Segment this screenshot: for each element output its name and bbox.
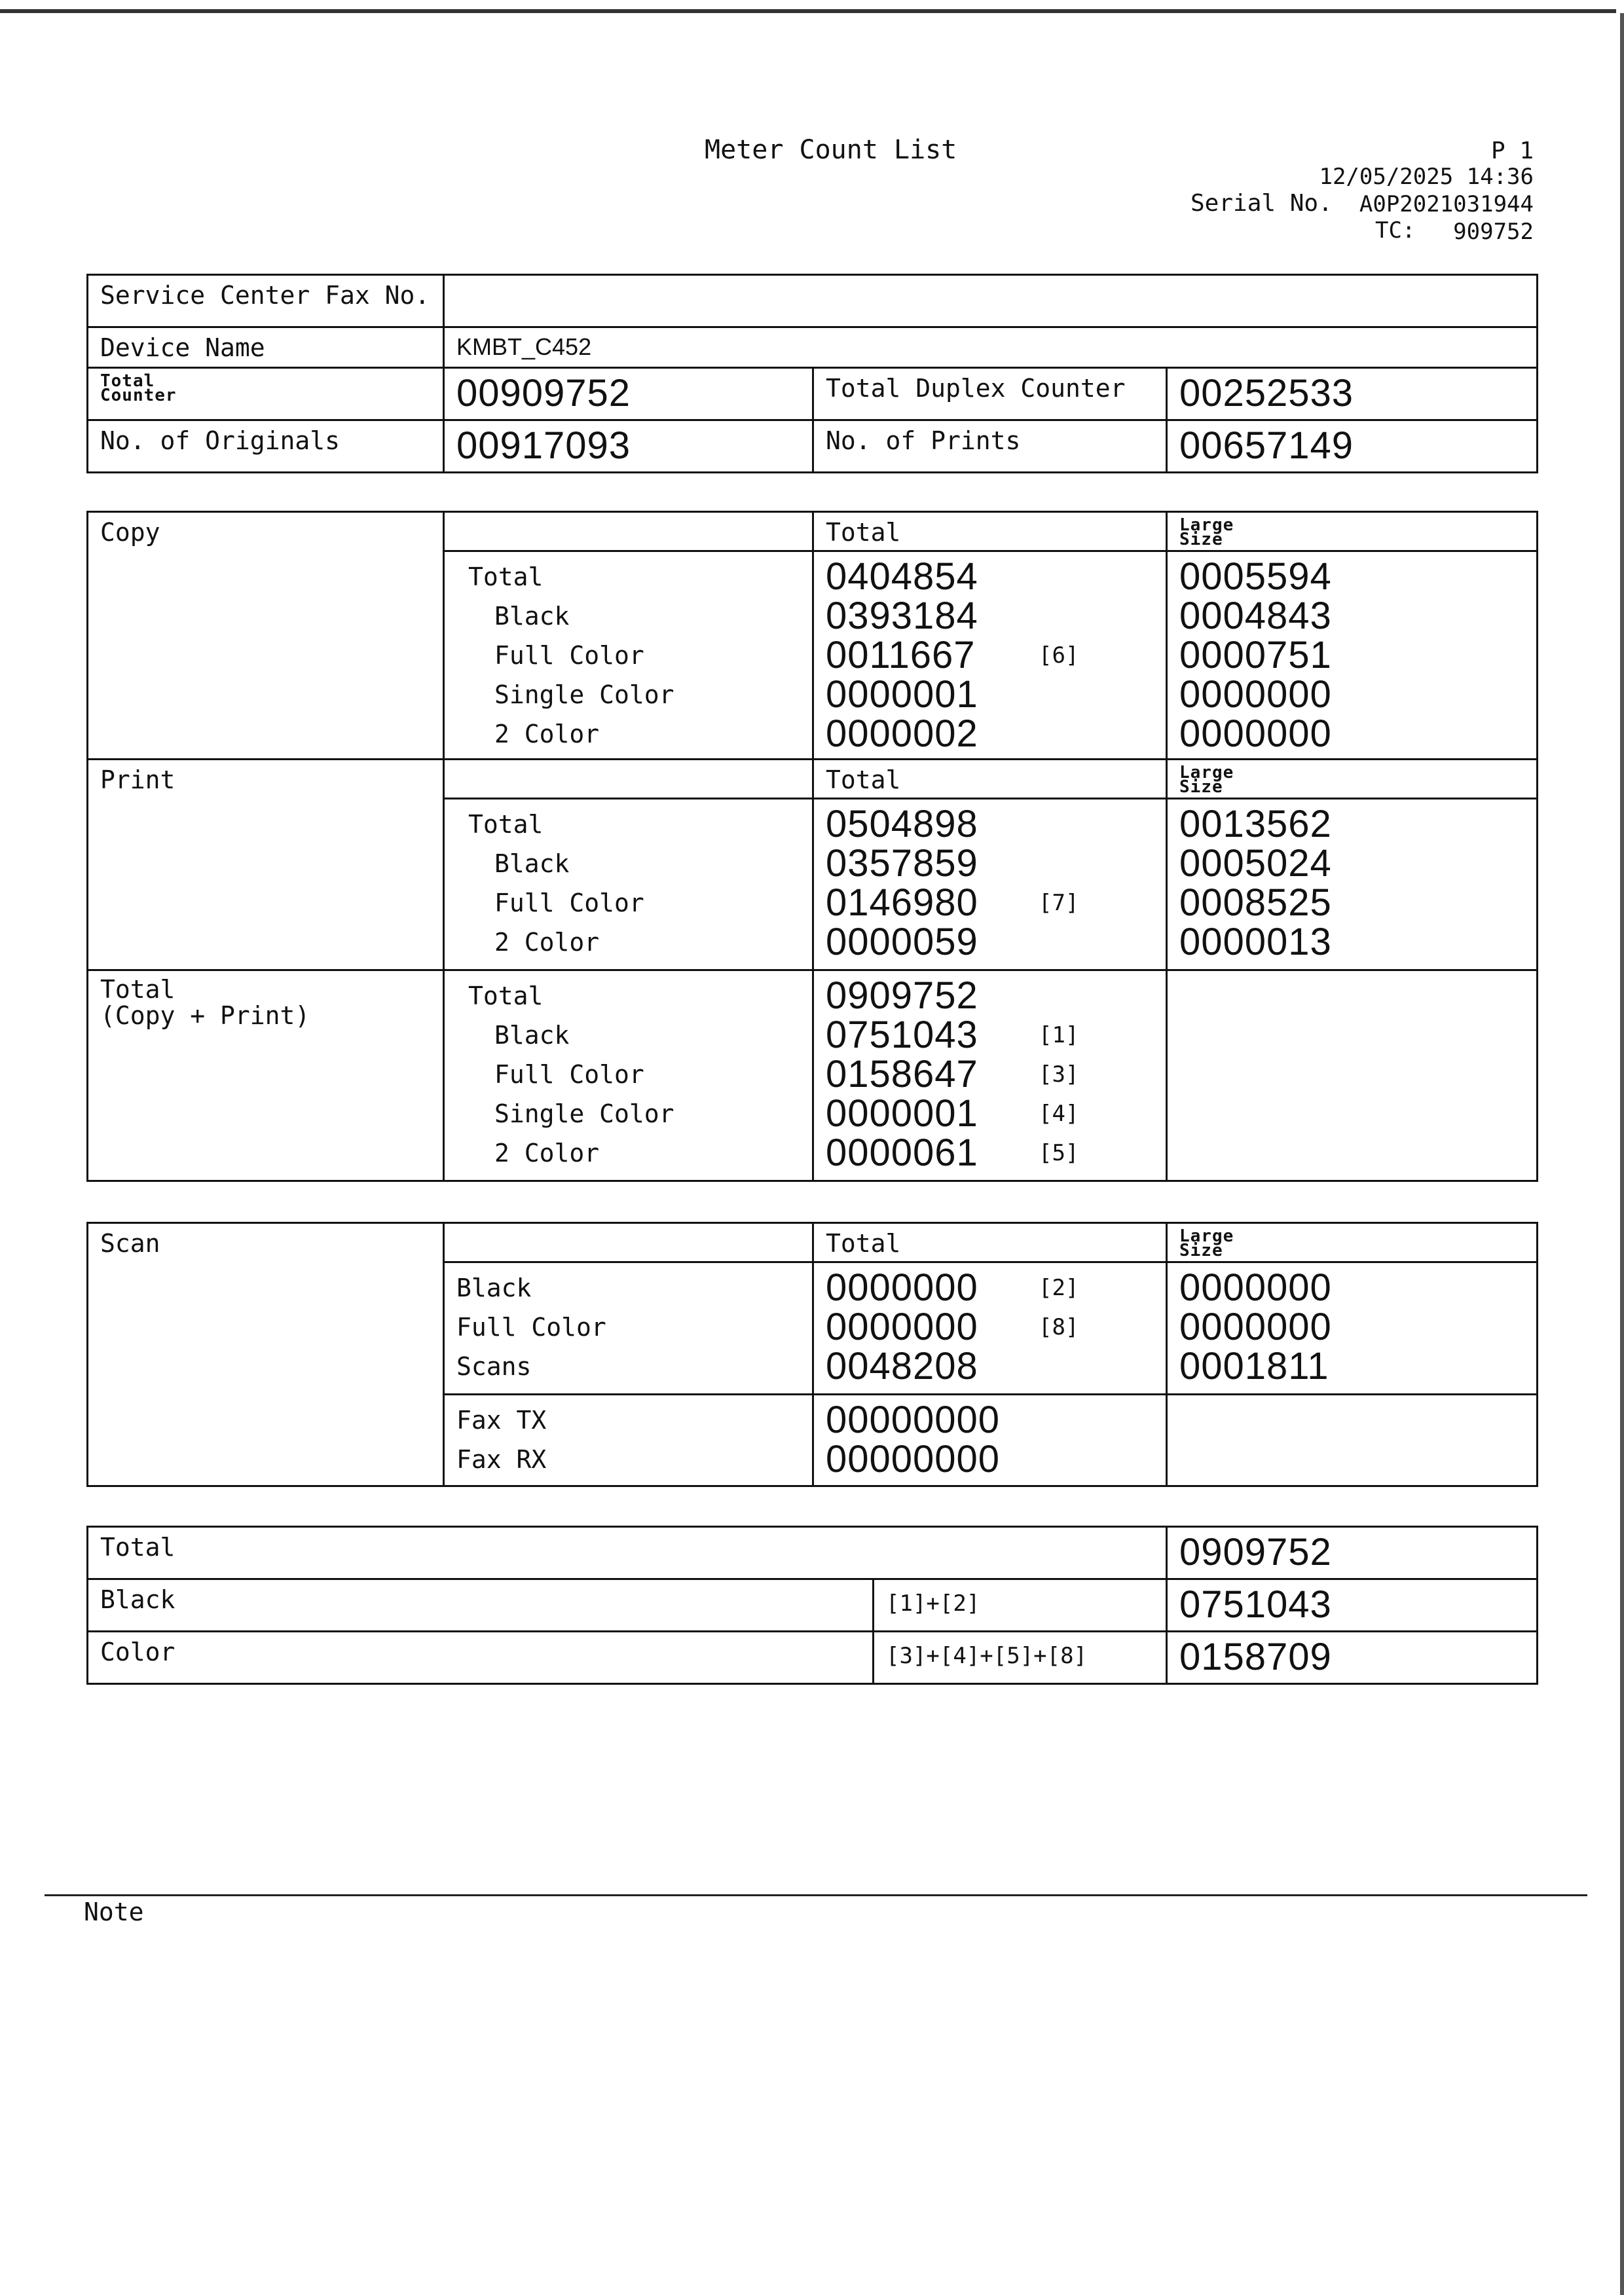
- print-total-value: 0357859: [826, 842, 978, 885]
- scan-row-labels: [444, 1262, 813, 1395]
- large-size-header-line1: Large: [1179, 515, 1234, 535]
- copy-print-large-blank: [1167, 970, 1538, 1181]
- scan-table: [86, 1222, 1538, 1487]
- copy-row-labels: [444, 551, 813, 760]
- copy-large-value: 0000000: [1179, 673, 1332, 716]
- print-section-label: Print: [88, 760, 444, 970]
- summary-total-value: 0909752: [1167, 1527, 1538, 1579]
- total-counter-value: 00909752: [444, 368, 813, 420]
- copy-print-ref: [1]: [1039, 1022, 1079, 1048]
- scan-ref: [8]: [1039, 1314, 1079, 1340]
- copy-section-label: Copy: [88, 512, 444, 760]
- print-total-header: Total: [813, 760, 1167, 799]
- device-info-table: [86, 274, 1538, 473]
- large-size-header-line2: Size: [1179, 777, 1223, 797]
- device-name-value: KMBT_C452: [444, 327, 1538, 368]
- large-size-header-line2: Size: [1179, 1241, 1223, 1260]
- copy-print-row-label: Full Color: [494, 1060, 644, 1089]
- fax-number-label: Service Center Fax No.: [88, 275, 444, 327]
- copy-large-values: [1167, 551, 1538, 760]
- print-large-value: 0008525: [1179, 881, 1332, 924]
- serial-label: Serial No.: [1190, 190, 1333, 217]
- page-number: P 1: [1490, 138, 1534, 164]
- scan-total-value: 0048208: [826, 1345, 978, 1387]
- print-large-values: [1167, 799, 1538, 970]
- copy-print-total-values: [813, 970, 1167, 1181]
- copy-row-label: Total: [468, 562, 544, 591]
- copy-total-value: 0000001: [826, 673, 978, 716]
- copy-row-label: Single Color: [494, 680, 674, 709]
- copy-print-ref: [4]: [1039, 1101, 1079, 1127]
- scan-large-values: [1167, 1262, 1538, 1395]
- summary-color-value: 0158709: [1167, 1632, 1538, 1684]
- tc-label: TC:: [1375, 217, 1416, 244]
- prints-value: 00657149: [1167, 420, 1538, 473]
- total-counter-label-line1: Total: [100, 371, 155, 391]
- copy-row-label: Black: [494, 602, 570, 631]
- print-row-label: Full Color: [494, 889, 644, 917]
- fax-row-label: Fax TX: [456, 1406, 547, 1435]
- copy-total-value: 0393184: [826, 595, 978, 637]
- copy-print-row-label: 2 Color: [494, 1139, 600, 1167]
- copy-ref: [6]: [1039, 642, 1079, 669]
- scan-total-value: 0000000: [826, 1266, 978, 1309]
- copy-total-value: 0404854: [826, 555, 978, 598]
- report-datetime: 12/05/2025 14:36: [1319, 164, 1534, 190]
- copy-large-value: 0005594: [1179, 555, 1332, 598]
- print-total-value: 0000059: [826, 921, 978, 963]
- originals-value: 00917093: [444, 420, 813, 473]
- copy-print-row-label: Black: [494, 1021, 570, 1050]
- scan-row-label: Black: [456, 1274, 532, 1302]
- fax-number-value: [444, 275, 1538, 327]
- scan-total-values: [813, 1262, 1167, 1395]
- copy-large-size-header: [1167, 512, 1538, 551]
- scan-total-header: Total: [813, 1223, 1167, 1262]
- summary-black-value: 0751043: [1167, 1579, 1538, 1632]
- copy-header-blank: [444, 512, 813, 551]
- copy-print-total-value: 0000001: [826, 1092, 978, 1135]
- device-name-label: Device Name: [88, 327, 444, 368]
- scan-row-label: Full Color: [456, 1313, 606, 1342]
- fax-total-value: 00000000: [826, 1399, 1001, 1441]
- originals-label: No. of Originals: [88, 420, 444, 473]
- summary-black-formula: [1]+[2]: [874, 1579, 1167, 1632]
- large-size-header-line1: Large: [1179, 763, 1234, 782]
- scan-row-label: Scans: [456, 1352, 532, 1381]
- page-top-border: [0, 9, 1616, 13]
- duplex-counter-label: Total Duplex Counter: [813, 368, 1167, 420]
- copy-print-ref: [5]: [1039, 1140, 1079, 1166]
- scan-total-value: 0000000: [826, 1306, 978, 1348]
- copy-print-row-label: Single Color: [494, 1099, 674, 1128]
- page-title: Meter Count List: [705, 135, 957, 165]
- fax-row-label: Fax RX: [456, 1445, 547, 1474]
- scan-large-value: 0000000: [1179, 1266, 1332, 1309]
- fax-large-blank: [1167, 1395, 1538, 1486]
- print-large-value: 0000013: [1179, 921, 1332, 963]
- scan-ref: [2]: [1039, 1275, 1079, 1301]
- total-counter-label: [88, 368, 444, 420]
- print-total-value: 0146980: [826, 881, 978, 924]
- copy-total-header: Total: [813, 512, 1167, 551]
- copy-print-ref: [3]: [1039, 1061, 1079, 1088]
- print-row-label: Black: [494, 849, 570, 878]
- note-label: Note: [84, 1898, 144, 1926]
- copy-large-value: 0000000: [1179, 712, 1332, 755]
- large-size-header-line2: Size: [1179, 530, 1223, 549]
- print-large-value: 0005024: [1179, 842, 1332, 885]
- copy-print-total-value: 0751043: [826, 1014, 978, 1056]
- copy-print-total-label-line1: Total: [100, 975, 175, 1004]
- print-total-value: 0504898: [826, 803, 978, 845]
- copy-print-total-label: [88, 970, 444, 1181]
- print-total-values: [813, 799, 1167, 970]
- copy-print-row-labels: [444, 970, 813, 1181]
- tc-value: 909752: [1453, 219, 1534, 245]
- scan-large-size-header: [1167, 1223, 1538, 1262]
- print-ref: [7]: [1039, 890, 1079, 916]
- print-large-value: 0013562: [1179, 803, 1332, 845]
- page-right-border: [1620, 13, 1624, 2295]
- copy-print-total-value: 0000061: [826, 1131, 978, 1174]
- copy-print-total-label-line2: (Copy + Print): [100, 1001, 310, 1030]
- print-row-label: 2 Color: [494, 928, 600, 957]
- scan-header-blank: [444, 1223, 813, 1262]
- copy-large-value: 0004843: [1179, 595, 1332, 637]
- prints-label: No. of Prints: [813, 420, 1167, 473]
- scan-large-value: 0001811: [1179, 1345, 1329, 1387]
- print-row-label: Total: [468, 810, 544, 839]
- copy-print-total-value: 0158647: [826, 1053, 978, 1095]
- copy-row-label: 2 Color: [494, 720, 600, 748]
- copy-print-table: [86, 511, 1538, 1182]
- summary-black-label: Black: [88, 1579, 874, 1632]
- scan-large-value: 0000000: [1179, 1306, 1332, 1348]
- fax-row-labels: [444, 1395, 813, 1486]
- note-divider: [45, 1894, 1587, 1896]
- summary-color-formula: [3]+[4]+[5]+[8]: [874, 1632, 1167, 1684]
- fax-total-values: [813, 1395, 1167, 1486]
- duplex-counter-value: 00252533: [1167, 368, 1538, 420]
- fax-total-value: 00000000: [826, 1438, 1001, 1480]
- print-row-labels: [444, 799, 813, 970]
- total-counter-label-line2: Counter: [100, 386, 177, 405]
- summary-table: [86, 1526, 1538, 1685]
- copy-print-total-value: 0909752: [826, 974, 978, 1017]
- print-large-size-header: [1167, 760, 1538, 799]
- print-header-blank: [444, 760, 813, 799]
- copy-print-row-label: Total: [468, 982, 544, 1010]
- large-size-header-line1: Large: [1179, 1226, 1234, 1246]
- copy-total-value: 0011667: [826, 634, 976, 676]
- copy-total-values: [813, 551, 1167, 760]
- copy-row-label: Full Color: [494, 641, 644, 670]
- summary-total-label: Total: [88, 1527, 1167, 1579]
- copy-large-value: 0000751: [1179, 634, 1332, 676]
- scan-section-label: Scan: [88, 1223, 444, 1486]
- serial-number: A0P2021031944: [1359, 191, 1534, 217]
- copy-total-value: 0000002: [826, 712, 978, 755]
- summary-color-label: Color: [88, 1632, 874, 1684]
